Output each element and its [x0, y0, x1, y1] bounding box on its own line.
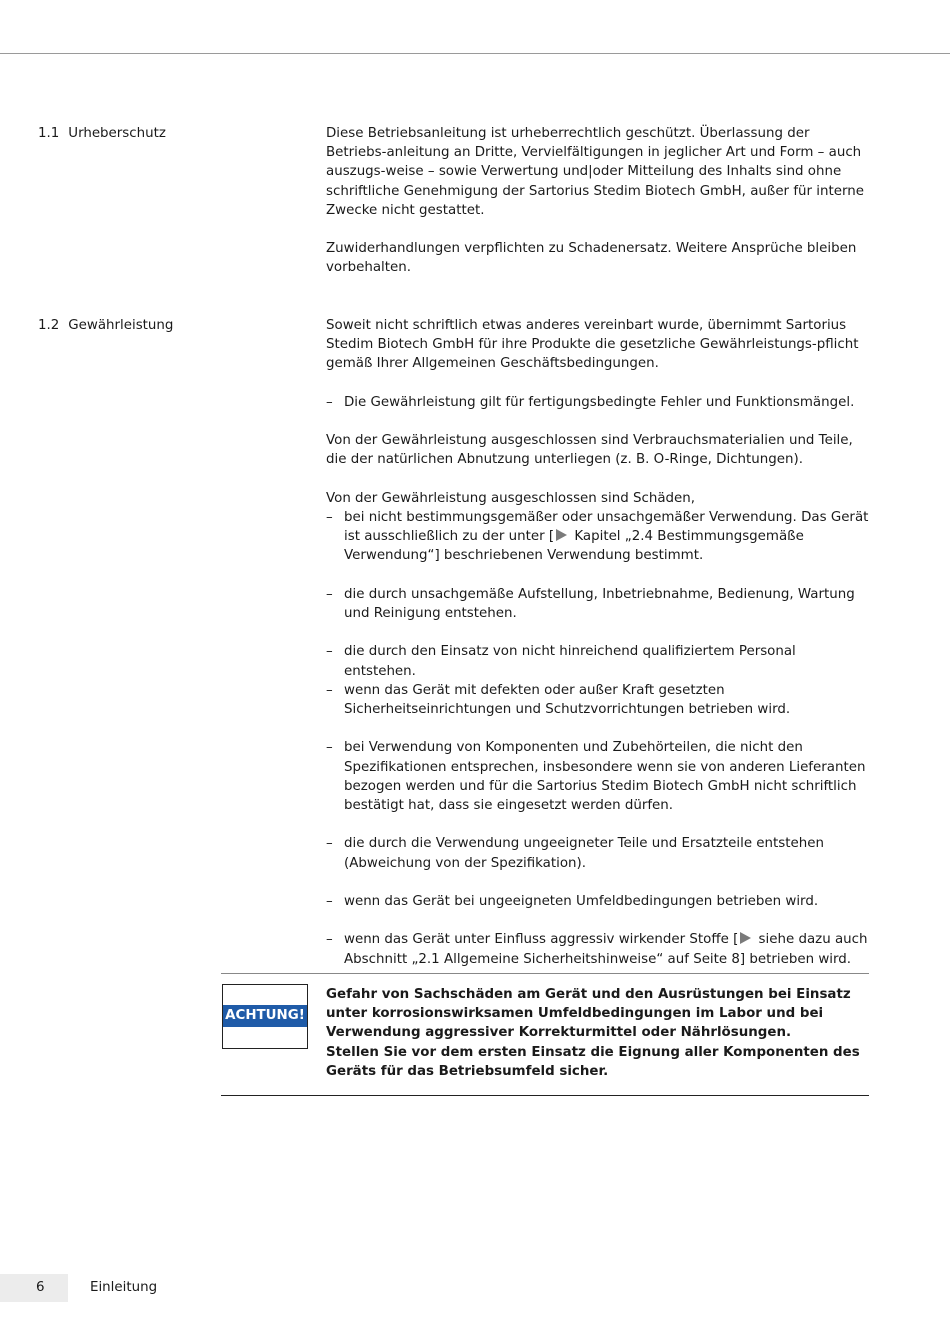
header-rule: [0, 53, 950, 54]
paragraph: Von der Gewährleistung ausgeschlossen sind Verbrauchsmaterialien und Teile, die der natürlichen Abnutzung unterliegen (z. B. O-Ringe, Dichtungen).: [326, 433, 853, 468]
list-item: – wenn das Gerät mit defekten oder außer Kraft gesetzten Sicherheitseinrichtungen und Schutzvorrichtungen betrieben wird.: [326, 681, 871, 719]
list-item-text: wenn das Gerät unter Einfluss aggressiv wirkender Stoffe [: [344, 932, 739, 948]
list-item-text: siehe dazu auch Abschnitt „2.1 Allgemeine Sicherheitshinweise“ auf Seite 8] betrieben wird.: [344, 932, 868, 967]
list-item: [326, 508, 871, 566]
section-number: 1.1: [38, 126, 60, 141]
paragraph: Zuwiderhandlungen verpflichten zu Schadenersatz. Weitere Ansprüche bleiben vorbehalten.: [326, 241, 857, 276]
list-item: – die durch die Verwendung ungeeigneter Teile und Ersatzteile entstehen (Abweichung von der Spezifikation).: [326, 834, 871, 872]
section-heading: [38, 316, 173, 335]
section-title: Urheberschutz: [68, 126, 166, 141]
warning-bottom-rule: [221, 1095, 869, 1096]
cross-reference-arrow-icon: [740, 932, 751, 944]
warning-text: [326, 985, 871, 1081]
section-title: Gewährleistung: [68, 318, 174, 333]
cross-reference-arrow-icon: [556, 529, 567, 541]
warning-paragraph: Stellen Sie vor dem ersten Einsatz die Eignung aller Komponenten des Geräts für das Betriebsumfeld sicher.: [326, 1044, 860, 1079]
list-item-text: Kapitel „2.4 Bestimmungsgemäße Verwendung“] beschriebenen Verwendung bestimmt.: [344, 529, 804, 564]
section-heading: [38, 124, 166, 143]
warning-top-rule: [221, 973, 869, 974]
section-number: 1.2: [38, 318, 60, 333]
page-number-box: [0, 1274, 68, 1302]
section-body: [326, 316, 871, 969]
warning-sign: [222, 984, 308, 1049]
warning-label: ACHTUNG!: [223, 1005, 307, 1027]
list-item: – Die Gewährleistung gilt für fertigungsbedingte Fehler und Funktionsmängel.: [326, 393, 871, 412]
paragraph: Diese Betriebsanleitung ist urheberrechtlich geschützt. Überlassung der Betriebs-anleitung an Dritte, Vervielfältigungen in jeglicher Art und Form – auch auszugs-weise – sowie Verwertung und|oder Mitteilung des Inhalts sind ohne schriftliche Genehmigung der Sartorius Stedim Biotech GmbH, außer für interne Zwecke nicht gestattet.: [326, 126, 864, 218]
list-item: [326, 930, 871, 968]
page-number: 6: [36, 1280, 45, 1295]
list-item: – die durch den Einsatz von nicht hinreichend qualifiziertem Personal entstehen.: [326, 642, 871, 680]
warning-paragraph: Gefahr von Sachschäden am Gerät und den Ausrüstungen bei Einsatz unter korrosionswirksamen Umfeldbedingungen im Labor und bei Verwendung aggressiver Korrekturmittel oder Nährlösungen.: [326, 987, 851, 1041]
paragraph: Von der Gewährleistung ausgeschlossen sind Schäden,: [326, 490, 696, 506]
list-item-text: bei nicht bestimmungsgemäßer oder unsachgemäßer Verwendung. Das Gerät ist ausschließlich zu der unter [: [344, 509, 869, 545]
list-item: – die durch unsachgemäße Aufstellung, Inbetriebnahme, Bedienung, Wartung und Reinigung entstehen.: [326, 585, 871, 623]
list-item: – wenn das Gerät bei ungeeigneten Umfeldbedingungen betrieben wird.: [326, 892, 871, 911]
list-item: – bei Verwendung von Komponenten und Zubehörteilen, die nicht den Spezifikationen entsprechen, insbesondere wenn sie von anderen Lieferanten bezogen werden und für die Sartorius Stedim Biotech GmbH nicht schriftlich bestätigt hat, dass sie eingesetzt werden dürfen.: [326, 738, 871, 815]
footer-chapter-title: Einleitung: [90, 1280, 158, 1295]
paragraph: Soweit nicht schriftlich etwas anderes vereinbart wurde, übernimmt Sartorius Stedim Biotech GmbH für ihre Produkte die gesetzliche Gewährleistungs-pflicht gemäß Ihrer Allgemeinen Geschäftsbedingungen.: [326, 318, 859, 372]
section-body: [326, 124, 871, 278]
